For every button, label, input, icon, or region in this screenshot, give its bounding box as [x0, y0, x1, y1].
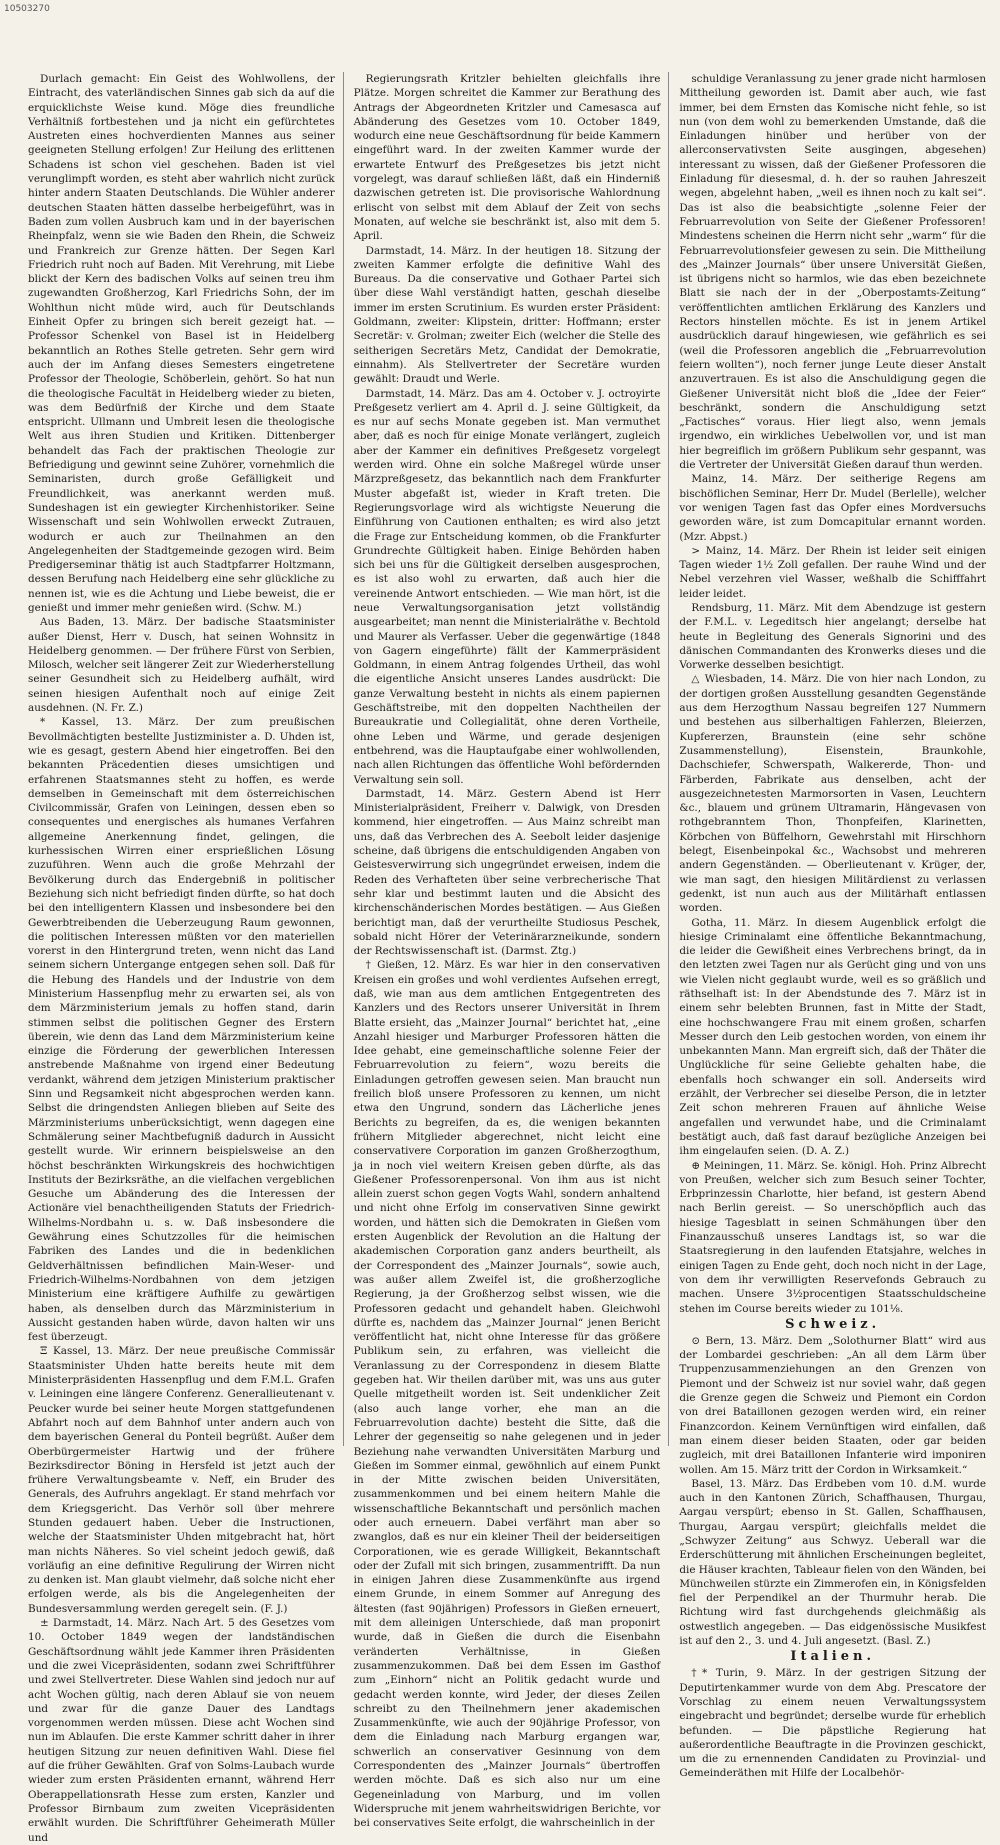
- article-paragraph: * Kassel, 13. März. Der zum preußischen Bevollmächtigten bestellte Justizminister a. D. Uhden ist, wie es gesagt, gestern Abend hier eingetroffen. Bei den bekannten Präcedentien dieses umsichtigen und erfahrenen Staatsmannes steht zu hoffen, es werde demselben in Gemeinschaft mit dem österreichischen Civilcommissär, Grafen von Leiningen, dessen eben so consequentes und energisches als humanes Verfahren allgemeine Anerkennung findet, gelingen, die kurhessischen Wirren einer ersprießlichen Lösung zuzuführen. Wenn auch die große Mehrzahl der Bevölkerung durch das Endergebniß in politischer Beziehung sich nicht befriedigt finden dürfte, so hat doch bei den intelligentern Klassen und insbesondere bei den Gewerbtreibenden die Ueberzeugung Raum gewonnen, die politischen Interessen müßten vor den materiellen vorerst in den Hintergrund treten, wenn nicht das Land seinem sichern Untergange entgegen sehen soll. Daß für die Hebung des Handels und der Industrie von dem Ministerium Hassenpflug mehr zu erwarten sei, als von dem Märzministerium jemals zu hoffen stand, darin stimmen selbst die politischen Gegner des Erstern überein, wie denn das Land dem Märzministerium keine einzige die Förderung der gewerblichen Interessen anstrebende Maßnahme von irgend einer Bedeutung verdankt, während dem jetzigen Ministerium praktischer Sinn und Regsamkeit nicht abgesprochen werden kann. Selbst die dringendsten Anliegen blieben auf Seite des Märzministeriums unberücksichtigt, wenn dagegen eine Schmälerung seiner Machtbefugniß dadurch in Aussicht gestellt wurde. Wir erinnern beispielsweise an den höchst beschränkten Wirkungskreis des hochwichtigen Instituts der Bezirksräthe, an die vielfachen vergeblichen Gesuche um Abänderung des die Interessen der Actionäre viel benachtheiligenden Statuts der Friedrich-Wilhelms-Nordbahn u. s. w. Daß insbesondere die Gewährung eines Schutzzolles für die heimischen Fabriken des Landes und die in bedenklichen Geldverhältnissen befindlichen Main-Weser- und Friedrich-Wilhelms-Nordbahnen von dem jetzigen Ministerium eine kräftigere Aufhilfe zu gewärtigen haben, als denselben durch das Märzministerium in Aussicht gestanden haben würde, davon halten wir uns fest überzeugt.: [28, 716, 335, 1344]
- article-paragraph: Aus Baden, 13. März. Der badische Staatsminister außer Dienst, Herr v. Dusch, hat seinen Wohnsitz in Heidelberg genommen. — Der frühere Fürst von Serbien, Milosch, welcher seit längerer Zeit zur Wiederherstellung seiner Gesundheit sich zu Heidelberg aufhält, wird seinen hiesigen Aufenthalt noch auf einige Zeit ausdehnen. (N. Fr. Z.): [28, 616, 335, 715]
- article-paragraph: schuldige Veranlassung zu jener grade nicht harmlosen Mittheilung geworden ist. Damit aber auch, wie fast immer, bei dem Ernsten das Komische nicht fehle, so ist nun (von dem wohl zu bemerkenden Umstande, daß die Einladungen hinüber und herüber von der allerconservativsten Seite ausgingen, abgesehen) interessant zu wissen, daß der Gießener Professoren die Einladung für diesesmal, d. h. der so rauhen Jahreszeit wegen, abgelehnt haben, „weil es ihnen noch zu kalt sei“. Das ist also die beabsichtigte „solenne Feier der Februarrevolution von Seite der Gießener Professoren! Mindestens scheinen die Herrn nicht sehr „warm“ für die Februarrevolutionsfeier gewesen zu sein. Die Mittheilung des „Mainzer Journals“ über unsere Universität Gießen, ist übrigens nicht so harmlos, wie das eben bezeichnete Blatt sie nach der in der „Oberpostamts-Zeitung“ veröffentlichten amtlichen Erklärung des Kanzlers und Rectors hinstellen möchte. Es ist in jenem Artikel ausdrücklich darauf hingewiesen, wie gefährlich es sei (weil die Professoren angeblich die „Februarrevolution feiern wollten“), noch ferner junge Leute dieser Anstalt anzuvertrauen. Es ist also die Anschuldigung gegen die Gießener Universität nicht bloß die „Idee der Feier“ beschränkt, sondern die Anschuldigung setzt „Factisches“ voraus. Hier liegt also, wenn jemals irgendwo, ein wirkliches Uebelwollen vor, und ist man hier begreiflich im größern Publikum sehr gespannt, was die Vertreter der Universität Gießen darauf thun werden.: [679, 73, 987, 472]
- article-paragraph: > Mainz, 14. März. Der Rhein ist leider seit einigen Tagen wieder 1½ Zoll gefallen. Der rauhe Wind und der Nebel verzehren viel Wasser, weßhalb die Schifffahrt leider leidet.: [679, 544, 987, 600]
- article-paragraph: Basel, 13. März. Das Erdbeben vom 10. d.M. wurde auch in den Kantonen Zürich, Schaffhausen, Thurgau, Aargau verspürt; ebenso in St. Gallen, Schaffhausen, Thurgau, Aargau verspürt; gleichfalls meldet die „Schwyzer Zeitung“ aus Schwyz. Ueberall war die Erderschütterung mit ähnlichen Erscheinungen begleitet, die Häuser krachten, Tableaur fielen von den Wänden, bei Münchweilen stürzte ein Zimmerofen ein, in Königsfelden fiel der Perpendikel an der Thurmuhr herab. Die Richtung wird fast durchgehends gleichmäßig als ostwestlich angegeben. — Das eidgenössische Musikfest ist auf den 2., 3. und 4. Juli angesetzt. (Basl. Z.): [679, 1477, 987, 1648]
- article-paragraph: ± Darmstadt, 14. März. Nach Art. 5 des Gesetzes vom 10. October 1849 wegen der landständischen Geschäftsordnung wählt jede Kammer ihren Präsidenten und die zwei Vicepräsidenten, sodann zwei Schriftführer und zwei Stellvertreter. Diese Wahlen sind jedoch nur auf acht Wochen gültig, nach deren Ablauf sie von neuem und zwar für die ganze Dauer des Landtags vorgenommen werden müssen. Diese acht Wochen sind nun im Ablaufen. Die erste Kammer schritt daher in ihrer heutigen Sitzung zur neuen definitiven Wahl. Diese fiel auf die früher Gewählten. Graf von Solms-Laubach wurde wieder zum ersten Präsidenten ernannt, während Herr Oberappellationsrath Hesse zum ersten, Kanzler und Professor Birnbaum zum zweiten Vicepräsidenten erwählt wurden. Die Schriftführer Geheimerath Müller und: [28, 1617, 335, 1844]
- section-heading-italy: Italien.: [790, 1649, 875, 1665]
- article-paragraph: Rendsburg, 11. März. Mit dem Abendzuge ist gestern der F.M.L. v. Legeditsch hier angelangt; derselbe hat heute in Begleitung des Generals Signorini und des dänischen Commandanten des Kronwerks dieses und die Vorwerke desselben besichtigt.: [679, 601, 987, 672]
- article-paragraph: ⊙ Bern, 13. März. Dem „Solothurner Blatt“ wird aus der Lombardei geschrieben: „An all dem Lärm über Truppenzusammenziehungen an den Grenzen von Piemont und der Schweiz ist nur soviel wahr, daß gegen die Grenze gegen die Schweiz und Piemont ein Cordon von drei Bataillonen gezogen werden wird, ein reiner Finanzcordon. Keinem Vernünftigen wird einfallen, daß man einem dieser beiden Staaten, oder gar beiden zugleich, mit drei Bataillonen Infanterie wird imponiren wollen. Am 15. März tritt der Cordon in Wirksamkeit.“: [679, 1334, 987, 1476]
- article-paragraph: Darmstadt, 14. März. Gestern Abend ist Herr Ministerialpräsident, Freiherr v. Dalwigk, von Dresden kommend, hier eingetroffen. — Aus Mainz schreibt man uns, daß das Verbrechen des A. Seebolt leider dasjenige scheine, daß übrigens die entschuldigenden Angaben von Geistesverwirrung sich ungegründet erweisen, indem die Reden des Verhafteten über seine verbrecherische That sehr klar und bestimmt lauten und die Absicht des kirchenschänderischen Mordes bestätigen. — Aus Gießen berichtigt man, daß der verurtheilte Studiosus Peschek, sobald nicht Hörer der Veterinärarzneikunde, sondern der Rechtswissenschaft ist. (Darmst. Ztg.): [353, 787, 661, 958]
- scan-id: 10503270: [4, 4, 50, 14]
- article-paragraph: † Gießen, 12. März. Es war hier in den conservativen Kreisen ein großes und wohl verdientes Aufsehen erregt, daß, wie man aus dem amtlichen Entgegentreten des Kanzlers und des Rectors unserer Universität in Ihrem Blatte ersieht, das „Mainzer Journal“ berichtet hat, „eine Anzahl hiesiger und Marburger Professoren hätten die Idee gehabt, eine gemeinschaftliche solenne Feier der Februarrevolution zu feiern“, wozu bereits die Einladungen getroffen gewesen seien. Man braucht nun freilich bloß unsere Professoren zu kennen, um nicht etwa den Ungrund, sondern das Lächerliche jenes Berichts zu begreifen, da es, die wenigen bekannten frühern Mitglieder abgerechnet, nicht leicht eine conservativere Corporation im ganzen Großherzogthum, ja in noch viel weitern Kreisen geben dürfte, als das Gießener Professorenpersonal. Von ihm aus ist nicht allein zuerst schon gegen Vogts Wahl, sondern anhaltend und nicht ohne Erfolg im conservativen Sinne gewirkt worden, und hätten sich die Demokraten in Gießen vom ersten Augenblick der Revolution an die Haltung der akademischen Corporation ganz anders beurtheilt, als der Correspondent des „Mainzer Journals“, sowie auch, was außer allem Zweifel ist, die großherzogliche Regierung, ja der Großherzog selbst wissen, wie die Professoren gedacht und gehandelt haben. Gleichwohl dürfte es, nachdem das „Mainzer Journal“ jenen Bericht veröffentlicht hat, nicht ohne Interesse für das größere Publikum sein, zu erfahren, was vielleicht die Veranlassung zu der Correspondenz in diesem Blatte gegeben hat. Wir theilen darüber mit, was uns aus guter Quelle mitgetheilt worden ist. Seit undenklicher Zeit (also auch lange vorher, ehe man an die Februarrevolution dachte) besteht die Sitte, daß die Lehrer der gegenseitig so nahe gelegenen und in jeder Beziehung nahe verwandten Universitäten Marburg und Gießen im Sommer einmal, gewöhnlich auf einem Punkt in der Mitte zwischen beiden Universitäten, zusammenkommen und bei einem heitern Mahle die wissenschaftliche Bekanntschaft und persönlich machen oder auch erneuern. Dabei verfährt man aber so zwanglos, daß es nur ein kleiner Theil der beiderseitigen Corporationen, wie es gerade Willigkeit, Bekanntschaft oder der Zufall mit sich bringen, zusammentrifft. Da nun in einigen Jahren diese Zusammenkünfte aus irgend einem Grunde, in einem Sommer auf Anregung des ältesten (fast 90jährigen) Professors in Gießen erneuert, mit dem alleinigen Unterschiede, daß man proponirt wurde, daß in Gießen die durch die Eisenbahn veränderten Verhältnisse, in Gießen zusammenzukommen. Daß bei dem Essen im Gasthof zum „Einhorn“ nicht an Politik gedacht wurde und gedacht werden konnte, wird Jeder, der dieses Zeilen schreibt zu den Theilnehmern jener akademischen Zusammenkünfte, wie auch der 90jährige Professor, von dem die Einladung nach Marburg ergangen war, schwerlich an conservativer Gesinnung von dem Correspondenten des „Mainzer Journals“ übertroffen werden möchte. Daß es sich also nur um eine Gegeneinladung von Marburg, und im vollen Widerspruche mit jenem wahrheitswidrigen Berichte, vor bei conservatives Seite erfolgt, die wahrscheinlich in der: [353, 959, 661, 1830]
- article-paragraph: ⊕ Meiningen, 11. März. Se. königl. Hoh. Prinz Albrecht von Preußen, welcher sich zum Besuch seiner Tochter, Erbprinzessin Charlotte, hier befand, ist gestern Abend nach Berlin gereist. — So unerschöpflich auch das hiesige Tagesblatt in seinen Schmähungen über den Finanzausschuß unseres Landtags ist, so war die Staatsregierung in den laufenden Etatsjahre, welches in einigen Tagen zu Ende geht, doch noch nicht in der Lage, von dem ihr verwilligten Reservefonds Gebrauch zu machen. Unsere 3½procentigen Staatsschuldscheine stehen im Course bereits wieder zu 101⅛.: [679, 1159, 987, 1315]
- column-2: [353, 72, 670, 1830]
- article-paragraph: Darmstadt, 14. März. Das am 4. October v. J. octroyirte Preßgesetz verliert am 4. April d. J. seine Gültigkeit, da es nur auf sechs Monate gegeben ist. Man vermuthet aber, daß es noch für einige Monate verlängert, zugleich aber der Kammer ein definitives Preßgesetz vorgelegt werden wird. Ohne ein solche Maßregel würde unser Märzpreßgesetz, das bekanntlich nach dem Frankfurter Muster abgefaßt ist, wieder in Kraft treten. Die Regierungsvorlage wird als wichtigste Neuerung die Einführung von Cautionen enthalten; es wird also jetzt die Frage zur Entscheidung kommen, ob die Frankfurter Grundrechte Gültigkeit haben. Einige Behörden haben sich bei uns für die Gültigkeit derselben ausgesprochen, es ist also wohl zu erwarten, daß auch hier die vereinende Antwort entschieden. — Wie man hört, ist die neue Verwaltungsorganisation jetzt vollständig ausgearbeitet; man nennt die Ministerialräthe v. Bechtold und Maurer als Verfasser. Ueber die gegenwärtige (1848 von Gagern eingeführte) fällt der Kammerpräsident Goldmann, in einem Antrag folgendes Urtheil, das wohl die eigentliche Ansicht unseres Landes ausdrückt: Die ganze Verwaltung besteht in nichts als einem papiernen Geschäftstreibe, mit den doppelten Nachtheilen der Bureaukratie und Collegialität, ohne deren Vortheile, ohne Leben und Wärme, und gerade desjenigen entbehrend, was die Hauptaufgabe einer wohlwollenden, nach allen Richtungen das öffentliche Wohl befördernden Verwaltung sein soll.: [353, 387, 661, 786]
- article-paragraph: †* Turin, 9. März. In der gestrigen Sitzung der Deputirtenkammer wurde von dem Abg. Prescatore der Vorschlag zu einem neuen Verwaltungssystem eingebracht und begründet; derselbe wurde für erheblich befunden. — Die päpstliche Regierung hat außerordentliche Beauftragte in die Provinzen geschickt, um die zu ernennenden Candidaten zu Provinzial- und Gemeinderäthen mit Hilfe der Localbehör-: [679, 1667, 987, 1780]
- article-paragraph: Mainz, 14. März. Der seitherige Regens am bischöflichen Seminar, Herr Dr. Mudel (Berlelle), welcher vor wenigen Tagen fast das Opfer eines Mordversuchs geworden wäre, ist zum Domcapitular ernannt worden. (Mzr. Abpst.): [679, 473, 987, 543]
- article-paragraph: Durlach gemacht: Ein Geist des Wohlwollens, der Eintracht, des vaterländischen Sinnes gab sich da auf die erquicklichste Weise kund. Möge dies freundliche Verhältniß fortbestehen und ja nicht ein gefürchtetes Austreten eines hochverdienten Mannes aus seiner geeigneten Stellung erfolgen! Zur Heilung des erlittenen Schadens ist schon viel geschehen. Baden ist viel verunglimpft worden, es steht aber wahrlich nicht zurück hinter andern Staaten Deutschlands. Die Wühler anderer deutschen Staaten hätten dasselbe herbeigeführt, was in Baden zum vollen Ausbruch kam und in der bayerischen Rheinpfalz, wenn sie wie Baden den Rhein, die Schweiz und Frankreich zur Grenze hätten. Der Segen Karl Friedrich ruht noch auf Baden. Mit Verehrung, mit Liebe blickt der Kern des badischen Volks auf seinen treu ihm zugewandten Großherzog, Karl Friedrichs Sohn, der im Wohlthun nicht müde wird, auch für Deutschlands Einheit Opfer zu bringen sich bereit gezeigt hat. — Professor Schenkel von Basel ist in Heidelberg bekanntlich an Rothes Stelle getreten. Sehr gern wird auch der im Anfang dieses Semesters eingetretene Professor der Theologie, Schöberlein, gehört. So hat nun die theologische Facultät in Heidelberg wieder zu bieten, was dem Bedürfniß der Kirche und dem Staate entspricht. Ullmann und Umbreit lesen die theologische Welt aus ihren Studien und Kritiken. Dittenberger behandelt das Fach der praktischen Theologie zur Befriedigung und gewinnt seine Zuhörer, vornehmlich die Seminaristen, durch große Gefälligkeit und Freundlichkeit, was anerkannt werden muß. Sundeshagen ist ein gewiegter Kirchenhistoriker. Seine Wissenschaft und sein Wohlwollen erweckt Zutrauen, wodurch er auch zur Theilnahmen an den Angelegenheiten der Stadtgemeinde gezogen wird. Beim Predigerseminar thätig ist auch Stadtpfarrer Holtzmann, dessen Berufung nach Heidelberg eine sehr glückliche zu nennen ist, wie es die Achtung und Liebe beweist, die er genießt und immer mehr genießen wird. (Schw. M.): [28, 73, 335, 614]
- article-paragraph: Darmstadt, 14. März. In der heutigen 18. Sitzung der zweiten Kammer erfolgte die definitive Wahl des Bureaus. Da die conservative und Gothaer Partei sich über diese Wahl verständigt hatten, geschah dieselbe immer im ersten Scrutinium. Es wurden erster Präsident: Goldmann, zweiter: Klipstein, dritter: Hoffmann; erster Secretär: v. Grolman; zweiter Eich (welcher die Stelle des seitherigen Secretärs Metz, Candidat der Demokratie, einnahm). Als Stellvertreter der Secretäre wurden gewählt: Draudt und Werle.: [353, 244, 661, 386]
- article-paragraph: △ Wiesbaden, 14. März. Die von hier nach London, zu der dortigen großen Ausstellung gesandten Gegenstände aus dem Herzogthum Nassau begreifen 127 Nummern und bestehen aus silberhaltigen Fahlerzen, Bleierzen, Kupfererzen, Braunstein (eine sehr schöne Zusammenstellung), Eisenstein, Braunkohle, Dachschiefer, Schwerspath, Walkererde, Thon- und Färberden, Fabrikate aus denselben, acht der ausgezeichnetesten Marmorsorten in Vasen, Leuchtern &c., blauem und grünem Ultramarin, Hängevasen von rothgebranntem Thon, Thonpfeifen, Klarinetten, Körbchen von Büffelhorn, Gewehrstahl mit Hirschhorn belegt, Eisenbeinpokal &c., Wachsobst und mehreren andern Gegenständen. — Oberlieutenant v. Krüger, der, wie man sagt, den hiesigen Militärdienst zu verlassen gedenkt, ist nun auch aus der Militärhaft entlassen worden.: [679, 673, 987, 915]
- column-3: [679, 72, 987, 1780]
- section-heading-switzerland: Schweiz.: [785, 1316, 881, 1332]
- article-paragraph: Regierungsrath Kritzler behielten gleichfalls ihre Plätze. Morgen schreitet die Kammer zur Berathung des Antrags der Abgeordneten Kritzler und Camesasca auf Abänderung des Gesetzes vom 10. October 1849, wodurch eine neue Geschäftsordnung für beide Kammern eingeführt ward. In der zweiten Kammer wurde der erwartete Entwurf des Preßgesetzes bis jetzt nicht vorgelegt, was darauf schließen läßt, daß ein Hinderniß dazwischen getreten ist. Die provisorische Wahlordnung erlischt von selbst mit dem Ablauf der Zeit von sechs Monaten, auf welche sie beschränkt ist, also mit dem 5. April.: [353, 73, 661, 243]
- article-paragraph: Gotha, 11. März. In diesem Augenblick erfolgt die hiesige Criminalamt eine öffentliche Bekanntmachung, die leider die Gewißheit eines Verbrechens bringt, da in den letzten zwei Tagen nur als Gerücht ging und von uns wie Vielen nicht geglaubt wurde, weil es so gräßlich und räthselhaft ist: In der Abendstunde des 7. März ist in einem sehr belebten Brunnen, fast in Mitte der Stadt, eine hochschwangere Frau mit einem großen, scharfen Messer durch den Leib gestochen worden, von einem ihr unbekannten Mann. Man ergreift sich, daß der Thäter die Unglückliche für seine Geliebte gehalten habe, die ebenfalls hoch schwanger ein soll. Anderseits wird erzählt, der Verbrecher sei dieselbe Person, die in letzter Zeit schon mehreren Frauen auf ähnliche Weise angefallen und verwundet habe, und die Criminalamt bestätigt auch, daß fast darauf bezügliche Anzeigen bei ihm eingelaufen seien. (D. A. Z.): [679, 916, 987, 1158]
- article-paragraph: Ξ Kassel, 13. März. Der neue preußische Commissär Staatsminister Uhden hatte bereits heute mit dem Ministerpräsidenten Hassenpflug und dem F.M.L. Grafen v. Leiningen eine längere Conferenz. Generallieutenant v. Peucker wurde bei seiner heute Morgen stattgefundenen Abfahrt noch auf dem Bahnhof unter andern auch von dem bayerischen General du Ponteil begrüßt. Außer dem Oberbürgermeister Hartwig und der frühere Bezirksdirector Böning in Hersfeld ist jetzt auch der frühere Verwaltungsbeamte v. Neff, ein Bruder des Generals, des Aufruhrs angeklagt. Er stand mehrfach vor dem Kriegsgericht. Das Verhör soll über mehrere Stunden gedauert haben. Ueber die Instructionen, welche der Staatsminister Uhden mitgebracht hat, hört man nichts Näheres. So viel scheint jedoch gewiß, daß vorläufig an eine definitive Regulirung der Wirren nicht zu denken ist. Man glaubt vielmehr, daß solche nicht eher erfolgen werde, als bis die Angelegenheiten der Bundesversammlung werden geregelt sein. (F. J.): [28, 1345, 335, 1615]
- columns: [28, 72, 987, 1844]
- column-1: [28, 72, 344, 1844]
